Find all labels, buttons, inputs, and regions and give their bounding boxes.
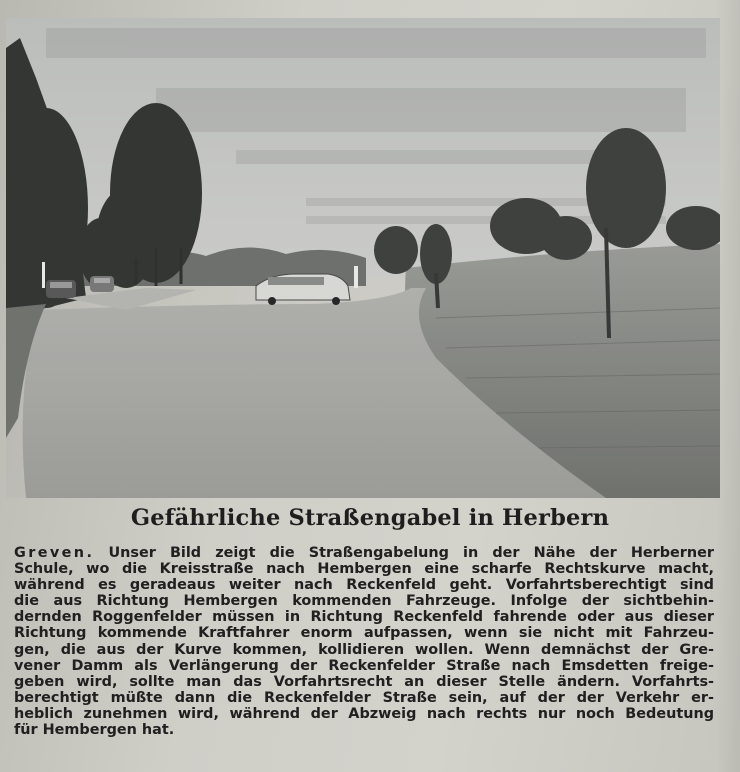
article-line: berechtigt müßte dann die Reckenfelder Straße sein, auf der der Verkehr er- — [14, 689, 714, 706]
article-line: vener Damm als Verlängerung der Reckenfelder Straße nach Emsdetten freige- — [14, 657, 714, 674]
article-line: die aus Richtung Hembergen kommenden Fahrzeuge. Infolge der sichtbehin- — [14, 593, 714, 610]
article-line: Richtung kommende Kraftfahrer enorm aufpassen, wenn sie nicht mit Fahrzeu- — [14, 625, 714, 642]
article-line: gen, die aus der Kurve kommen, kollidieren wollen. Wenn demnächst der Gre- — [14, 641, 714, 658]
article-line: während es geradeaus weiter nach Reckenfeld geht. Vorfahrtsberechtigt sind — [14, 577, 714, 594]
news-photo — [6, 18, 720, 498]
article-line: Greven. Unser Bild zeigt die Straßengabelung in der Nähe der Herberner — [14, 545, 714, 561]
dateline: Greven. — [14, 545, 95, 561]
article-line: dernden Roggenfelder müssen in Richtung Reckenfeld fahrende oder aus dieser — [14, 609, 714, 626]
article-line: für Hembergen hat. — [14, 722, 175, 739]
road-fork-photo — [6, 18, 720, 498]
article-line: heblich zunehmen wird, während der Abzweig nach rechts nur noch Bedeutung — [14, 705, 714, 722]
article-line: geben wird, sollte man das Vorfahrtsrecht an dieser Stelle ändern. Vorfahrts- — [14, 673, 714, 690]
article-body — [14, 545, 714, 738]
article-line: Schule, wo die Kreisstraße nach Hembergen eine scharfe Rechtskurve macht, — [14, 561, 714, 578]
photo-headline: Gefährliche Straßengabel in Herbern — [130, 505, 610, 531]
